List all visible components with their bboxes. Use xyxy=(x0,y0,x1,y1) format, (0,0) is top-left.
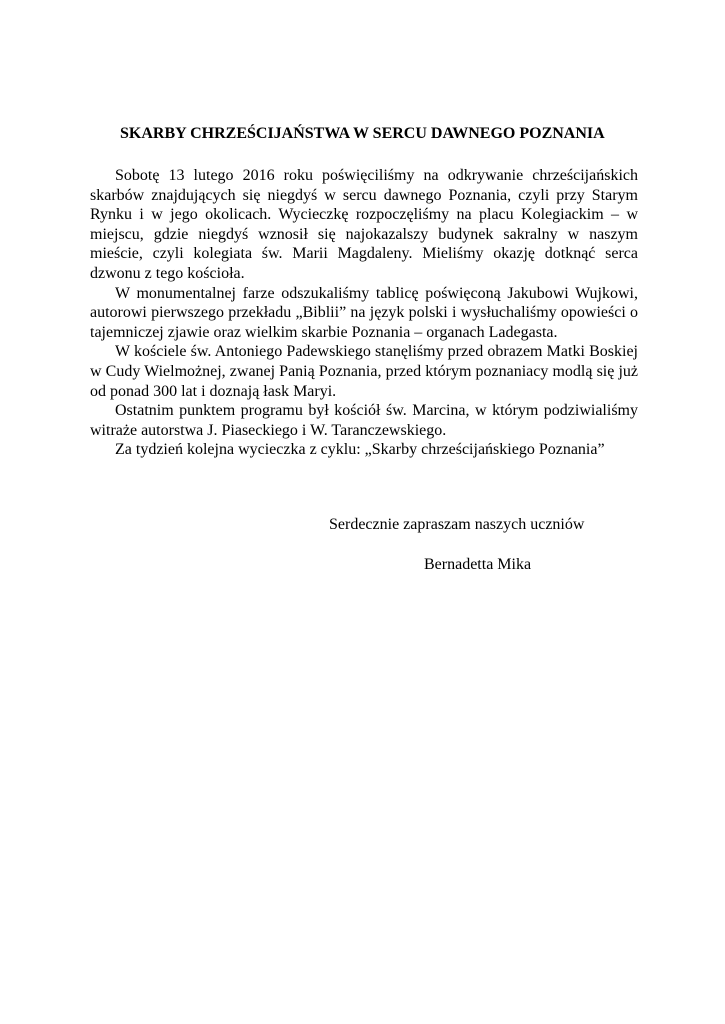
document-body xyxy=(90,124,638,460)
paragraph-2: W monumentalnej farze odszukaliśmy tablicę poświęconą Jakubowi Wujkowi, autorowi pierwszego przekładu „Biblii” na język polski i wysłuchaliśmy opowieści o tajemniczej zjawie oraz wielkim skarbie Poznania – organach Ladegasta. xyxy=(90,284,638,341)
paragraph-3: W kościele św. Antoniego Padewskiego stanęliśmy przed obrazem Matki Boskiej w Cudy Wielmożnej, zwanej Panią Poznania, przed którym poznaniacy modlą się już od ponad 300 lat i doznają łask Maryi. xyxy=(90,343,638,400)
paragraph-5: Za tydzień kolejna wycieczka z cyklu: „Skarby chrześcijańskiego Poznania” xyxy=(115,441,605,459)
paragraph-1: Sobotę 13 lutego 2016 roku poświęciliśmy na odkrywanie chrześcijańskich skarbów znajdujących się niegdyś w sercu dawnego Poznania, czyli przy Starym Rynku i w jego okolicach. Wycieczkę rozpoczęliśmy na placu Kolegiackim – w miejscu, gdzie niegdyś wznosił się najokazalszy budynek sakralny w naszym mieście, czyli kolegiata św. Marii Magdaleny. Mieliśmy okazję dotknąć serca dzwonu z tego kościoła. xyxy=(90,167,638,282)
document-title: SKARBY CHRZEŚCIJAŃSTWA W SERCU DAWNEGO POZNANIA xyxy=(120,125,605,142)
author-signature: Bernadetta Mika xyxy=(424,556,532,573)
paragraph-4: Ostatnim punktem programu był kościół św. Marcina, w którym podziwialiśmy witraże autorstwa J. Piaseckiego i W. Taranczewskiego. xyxy=(90,402,638,439)
closing-greeting: Serdecznie zapraszam naszych uczniów xyxy=(329,516,585,533)
